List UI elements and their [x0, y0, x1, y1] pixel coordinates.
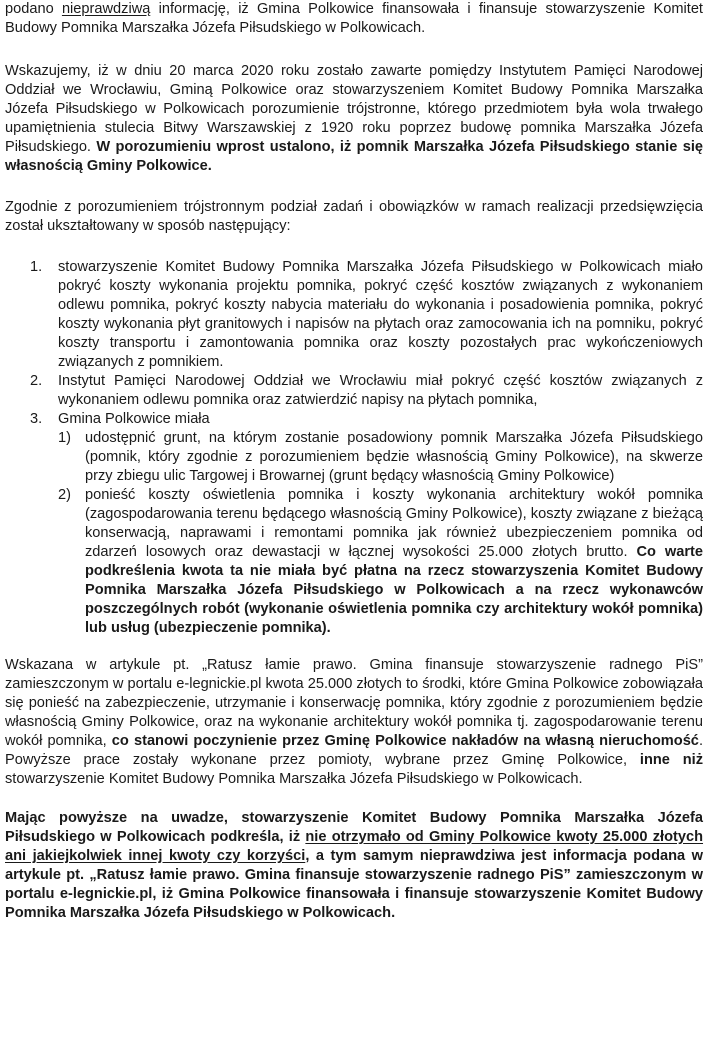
list-item-text: stowarzyszenie Komitet Budowy Pomnika Marszałka Józefa Piłsudskiego w Polkowicach miało pokryć koszty wykonania projektu pomnika, pokryć część kosztów związanych z wykonaniem odlewu pomnika, pokryć koszty nabycia materiału do wykonania i posadowienia pomnika, pokryć koszty wykonania płyt granitowych i napisów na płytach oraz zamocowania ich na pomniku, pokryć koszty transportu i zamontowania pomnika oraz koszty pozostałych prac wykończeniowych związanych z pomnikiem. — [58, 259, 703, 370]
agreement-paragraph — [5, 62, 703, 176]
sub-list-item-bold-text: Co warte podkreślenia kwota ta nie miała być płatna na rzecz stowarzyszenia Komitet Budowy Pomnika Marszałka Józefa Piłsudskiego w Polkowicach a na rzecz wykonawców poszczególnych robót (wykonanie oświetlenia pomnika czy architektury wokół pomnika) lub usług (ubezpieczenie pomnika). — [85, 544, 703, 636]
article-text-c: . Powyższe prace zostały wykonane przez pomioty, wybrane przez Gminę Polkowice, — [5, 733, 703, 768]
list-item — [5, 258, 703, 372]
list-item — [5, 410, 703, 638]
article-paragraph — [5, 656, 703, 789]
document-page — [5, 0, 703, 923]
sub-list-item-text: udostępnić grunt, na którym zostanie posadowiony pomnik Marszałka Józefa Piłsudskiego (pomnik, który zgodnie z porozumieniem będzie własnością Gminy Polkowice), na skwerze przy zbiegu ulic Targowej i Browarnej (grunt będący własnością Gminy Polkowice) — [85, 430, 703, 484]
intro-text-c: informację, iż Gmina Polkowice finansowała i finansuje stowarzyszenie Komitet Budowy Pomnika Marszałka Józefa Piłsudskiego w Polkowicach. — [5, 1, 703, 36]
sub-list — [58, 429, 703, 638]
article-text-a: Wskazana w artykule pt. „Ratusz łamie prawo. Gmina finansuje stowarzyszenie radnego PiS” zamieszczonym w portalu e-legnickie.pl kwota 25.000 złotych to środki, które Gmina Polkowice zobowiązała się ponieść na zabezpieczenie, utrzymanie i konserwację pomnika, który zgodnie z porozumieniem będzie własnością Gminy Polkowice, oraz na wykonanie architektury wokół pomnika tj. zagospodarowanie terenu wokół pomnika, — [5, 657, 703, 749]
article-text-e: stowarzyszenie Komitet Budowy Pomnika Marszałka Józefa Piłsudskiego w Polkowicach. — [5, 771, 583, 787]
sub-list-item-text: ponieść koszty oświetlenia pomnika i koszty wykonania architektury wokół pomnika (zagospodarowania terenu będącego własnością Gminy Polkowice), koszty związane z bieżącą konserwacją, naprawami i remontami pomnika jak również ubezpieczeniem pomnika od zdarzeń losowych oraz dewastacji w łącznej wysokości 25.000 złotych brutto. — [85, 487, 703, 560]
sub-list-item-number: 1) — [58, 430, 71, 446]
tasks-list — [5, 258, 703, 638]
agreement-bold-text: W porozumieniu wprost ustalono, iż pomnik Marszałka Józefa Piłsudskiego stanie się własnością Gminy Polkowice. — [5, 139, 703, 174]
sub-list-item-number: 2) — [58, 487, 71, 503]
intro-text-a: podano — [5, 1, 62, 17]
conclusion-text-c: , a tym samym nieprawdziwa jest informacja podana w artykule pt. „Ratusz łamie prawo. Gmina finansuje stowarzyszenie radnego PiS” zamieszczonym w portalu e-legnickie.pl, iż Gmina Polkowice finansowała i finansuje stowarzyszenie Komitet Budowy Pomnika Marszałka Józefa Piłsudskiego w Polkowicach. — [5, 848, 704, 921]
agreement-text: Wskazujemy, iż w dniu 20 marca 2020 roku zostało zawarte pomiędzy Instytutem Pamięci Narodowej Oddział we Wrocławiu, Gminą Polkowice oraz stowarzyszeniem Komitet Budowy Pomnika Marszałka Józefa Piłsudskiego w Polkowicach porozumienie trójstronne, którego przedmiotem była wola trwałego upamiętnienia stulecia Bitwy Warszawskiej z 1920 roku poprzez budowę pomnika Marszałka Józefa Piłsudskiego. — [5, 63, 703, 155]
conclusion-underlined-text: nie otrzymało od Gminy Polkowice kwoty 25.000 złotych ani jakiejkolwiek innej kwoty czy korzyści — [5, 829, 704, 864]
list-item-text: Instytut Pamięci Narodowej Oddział we Wrocławiu miał pokryć część kosztów związanych z wykonaniem odlewu pomnika oraz zatwierdzić napisy na płytach pomnika, — [58, 373, 703, 408]
list-item — [5, 372, 703, 410]
spacer — [5, 789, 703, 809]
division-paragraph: Zgodnie z porozumieniem trójstronnym podział zadań i obowiązków w ramach realizacji przedsięwzięcia został ukształtowany w sposób następujący: — [5, 199, 703, 234]
list-item-number: 3. — [30, 411, 43, 427]
sub-list-item — [58, 486, 703, 638]
intro-underlined-word: nieprawdziwą — [61, 1, 151, 17]
list-item-number: 2. — [30, 373, 43, 389]
spacer — [5, 176, 703, 198]
intro-paragraph — [5, 0, 703, 38]
conclusion-text-a: Mając powyższe na uwadze, stowarzyszenie Komitet Budowy Pomnika Marszałka Józefa Piłsudskiego w Polkowicach podkreśla, iż — [5, 810, 703, 845]
spacer — [5, 236, 703, 258]
list-item-text: Gmina Polkowice miała — [58, 411, 210, 427]
list-item-number: 1. — [30, 259, 43, 275]
conclusion-paragraph — [5, 809, 703, 923]
spacer — [5, 638, 703, 656]
article-bold-text-b: co stanowi poczynienie przez Gminę Polkowice nakładów na własną nieruchomość — [111, 733, 699, 749]
sub-list-item — [58, 429, 703, 486]
article-bold-text-d: inne niż — [639, 752, 703, 768]
spacer — [5, 38, 703, 62]
